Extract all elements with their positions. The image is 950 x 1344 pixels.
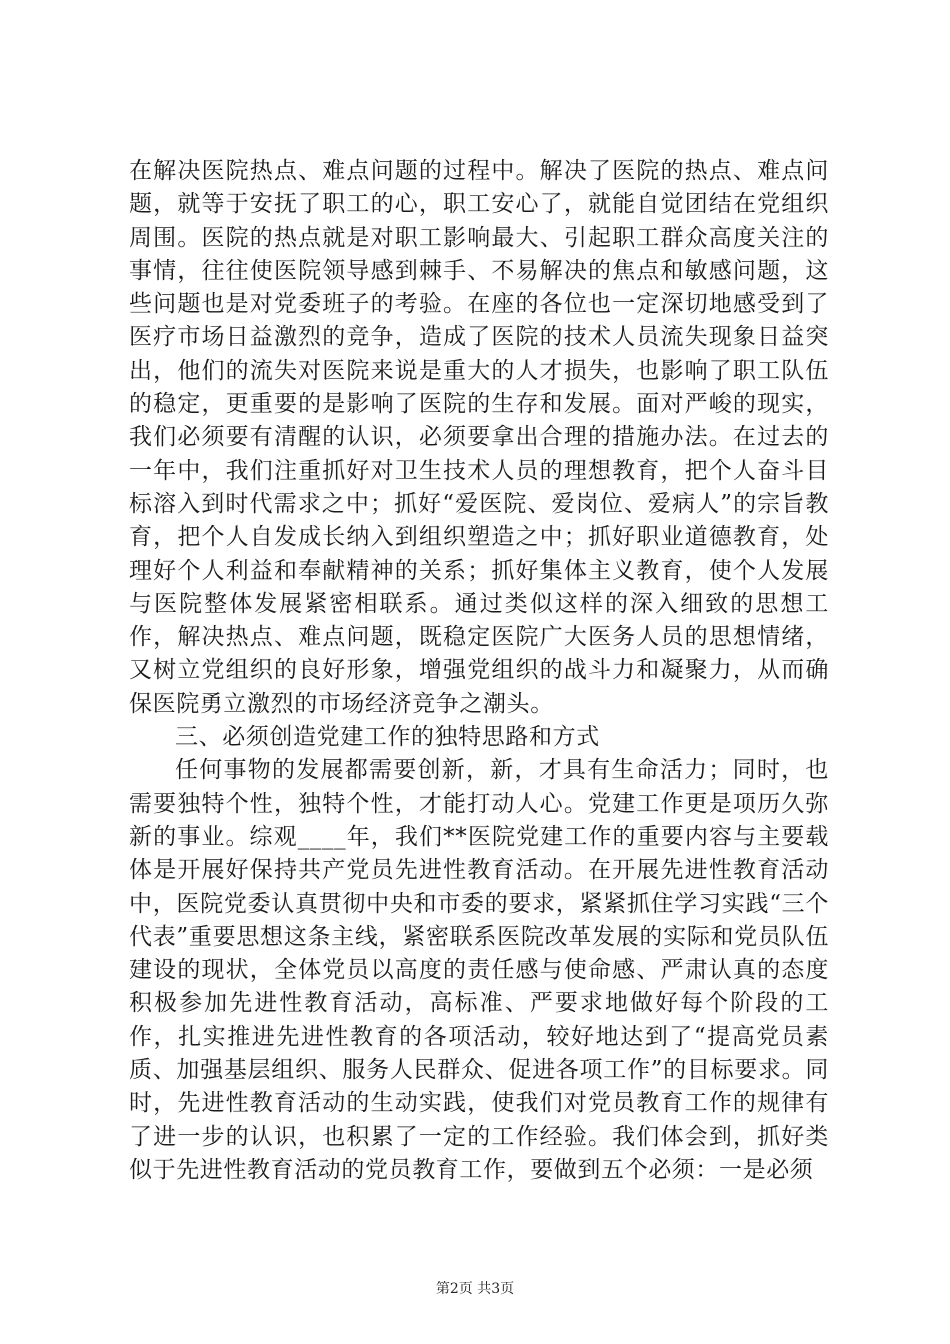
body-paragraph: 任何事物的发展都需要创新，新，才具有生命活力；同时，也需要独特个性，独特个性，才能打动人心。党建工作更是项历久弥新的事业。综观____年，我们**医院党建工作的重要内容与主要载体是开展好保持共产党员先进性教育活动。在开展先进性教育活动中，医院党委认真贯彻中央和市委的要求，紧紧抓住学习实践“三个代表”重要思想这条主线，紧密联系医院改革发展的实际和党员队伍建设的现状，全体党员以高度的责任感与使命感、严肃认真的态度积极参加先进性教育活动，高标准、严要求地做好每个阶段的工作，扎实推进先进性教育的各项活动，较好地达到了“提高党员素质、加强基层组织、服务人民群众、促进各项工作”的目标要求。同时，先进性教育活动的生动实践，使我们对党员教育工作的规律有了进一步的认识，也积累了一定的工作经验。我们体会到，抓好类似于先进性教育活动的党员教育工作，要做到五个必须：一是必须 xyxy=(129,757,829,1183)
body-paragraph: 在解决医院热点、难点问题的过程中。解决了医院的热点、难点问题，就等于安抚了职工的心，职工安心了，就能自觉团结在党组织周围。医院的热点就是对职工影响最大、引起职工群众高度关注的事情，往往使医院领导感到棘手、不易解决的焦点和敏感问题，这些问题也是对党委班子的考验。在座的各位也一定深切地感受到了医疗市场日益激烈的竞争，造成了医院的技术人员流失现象日益突出，他们的流失对医院来说是重大的人才损失，也影响了职工队伍的稳定，更重要的是影响了医院的生存和发展。面对严峻的现实，我们必须要有清醒的认识，必须要拿出合理的措施办法。在过去的一年中，我们注重抓好对卫生技术人员的理想教育，把个人奋斗目标溶入到时代需求之中；抓好“爱医院、爱岗位、爱病人”的宗旨教育，把个人自发成长纳入到组织塑造之中；抓好职业道德教育，处理好个人利益和奉献精神的关系；抓好集体主义教育，使个人发展与医院整体发展紧密相联系。通过类似这样的深入细致的思想工作，解决热点、难点问题，既稳定医院广大医务人员的思想情绪，又树立党组织的良好形象，增强党组织的战斗力和凝聚力，从而确保医院勇立激烈的市场经济竞争之潮头。 xyxy=(129,158,829,717)
document-body xyxy=(129,155,829,1187)
section-heading: 三、必须创造党建工作的独特思路和方式 xyxy=(175,724,600,751)
page-number-footer: 第2页 共3页 xyxy=(435,1281,515,1297)
